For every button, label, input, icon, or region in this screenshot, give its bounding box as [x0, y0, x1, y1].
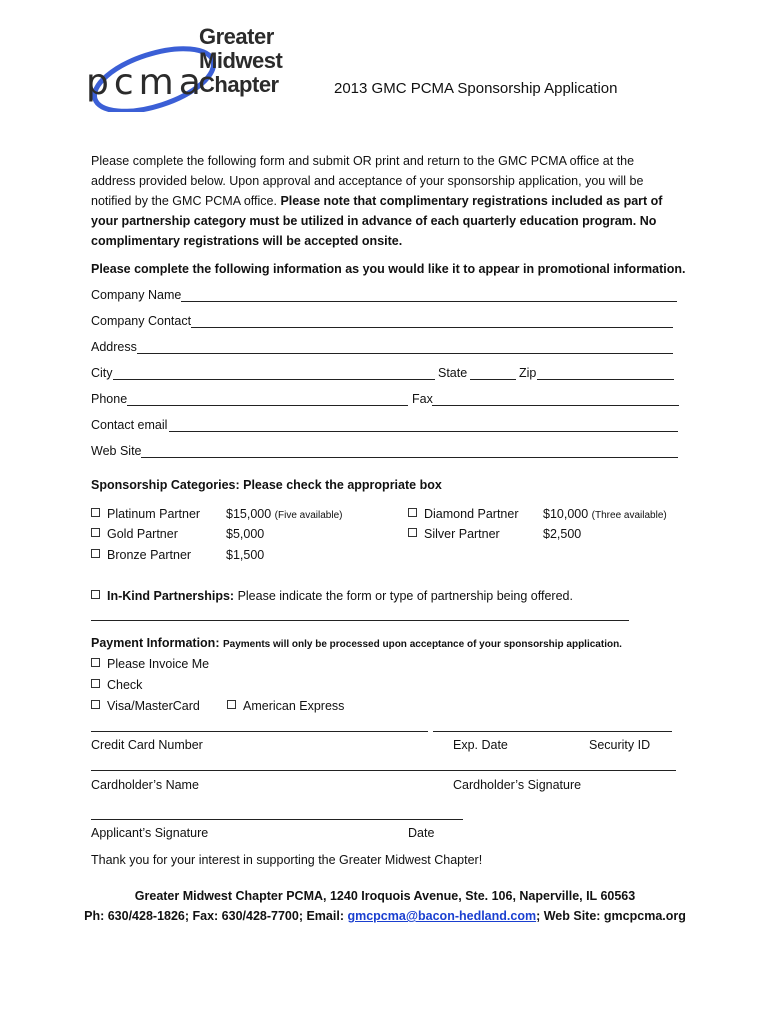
cardholder-signature-label: Cardholder’s Signature: [453, 778, 582, 792]
zip-field[interactable]: [537, 379, 674, 380]
logo-line1: Greater: [199, 24, 274, 49]
security-id-label: Security ID: [589, 738, 651, 752]
zip-label: Zip: [519, 366, 537, 380]
company-contact-label: Company Contact: [91, 314, 192, 328]
checkbox-icon[interactable]: [91, 658, 100, 667]
inkind-label: In-Kind Partnerships:: [107, 589, 235, 603]
silver-option[interactable]: [408, 527, 500, 541]
card-number-field[interactable]: [91, 731, 428, 732]
intro-bold: Please note that complimentary registrations included as part of your partnership category must be utilized in advance of each quarterly education program. No complimentary registrations will be accepted onsite.: [91, 194, 663, 248]
payment-label: Payment Information:: [91, 636, 220, 650]
intro-normal: Please complete the following form and submit OR print and return to the GMC PCMA office at the address provided below. Upon approval and acceptance of your sponsorship application, you will be notified by the GMC PCMA office.: [91, 154, 644, 208]
company-name-field[interactable]: [181, 301, 677, 302]
city-label: City: [91, 366, 113, 380]
date-label: Date: [408, 826, 435, 840]
footer-contact: [0, 909, 770, 923]
gold-price: $5,000: [226, 527, 265, 541]
visa-label: Visa/MasterCard: [107, 699, 200, 713]
page-title: 2013 GMC PCMA Sponsorship Application: [334, 80, 618, 97]
contact-email-field[interactable]: [169, 431, 678, 432]
diamond-price-value: $10,000: [543, 507, 589, 521]
contact-email-label: Contact email: [91, 418, 168, 432]
platinum-option[interactable]: [91, 507, 200, 521]
cardholder-name-label: Cardholder’s Name: [91, 778, 199, 792]
payment-heading: [91, 636, 622, 650]
checkbox-icon[interactable]: [91, 590, 100, 599]
platinum-price: [226, 507, 342, 521]
bronze-price: $1,500: [226, 548, 265, 562]
categories-heading: Sponsorship Categories: Please check the appropriate box: [91, 478, 442, 492]
cardholder-field[interactable]: [91, 770, 676, 771]
state-field[interactable]: [470, 379, 516, 380]
bronze-option[interactable]: [91, 548, 191, 562]
payment-note: Payments will only be processed upon acceptance of your sponsorship application.: [222, 639, 622, 650]
address-label: Address: [91, 340, 137, 354]
silver-label: Silver Partner: [424, 527, 500, 541]
city-field[interactable]: [113, 379, 435, 380]
amex-label: American Express: [243, 699, 345, 713]
amex-option[interactable]: [227, 699, 344, 713]
checkbox-icon[interactable]: [227, 700, 236, 709]
inkind-field[interactable]: [91, 620, 629, 621]
check-label: Check: [107, 678, 143, 692]
diamond-price: [543, 507, 667, 521]
checkbox-icon[interactable]: [91, 528, 100, 537]
applicant-signature-label: Applicant’s Signature: [91, 826, 209, 840]
inkind-option[interactable]: [91, 589, 573, 603]
invoice-option[interactable]: [91, 657, 209, 671]
platinum-price-value: $15,000: [226, 507, 272, 521]
visa-option[interactable]: [91, 699, 200, 713]
exp-date-label: Exp. Date: [453, 738, 508, 752]
gold-label: Gold Partner: [107, 527, 178, 541]
company-contact-field[interactable]: [191, 327, 673, 328]
platinum-note: (Five available): [274, 510, 343, 521]
logo-pcma: pcma: [86, 62, 206, 103]
applicant-signature-field[interactable]: [91, 819, 463, 820]
check-option[interactable]: [91, 678, 142, 692]
address-field[interactable]: [137, 353, 673, 354]
phone-field[interactable]: [127, 405, 408, 406]
checkbox-icon[interactable]: [91, 549, 100, 558]
checkbox-icon[interactable]: [408, 528, 417, 537]
logo: [86, 22, 286, 112]
logo-line3: Chapter: [199, 72, 279, 97]
checkbox-icon[interactable]: [91, 679, 100, 688]
intro-paragraph: [91, 151, 671, 251]
checkbox-icon[interactable]: [408, 508, 417, 517]
platinum-label: Platinum Partner: [107, 507, 201, 521]
diamond-note: (Three available): [591, 510, 667, 521]
fax-label: Fax: [412, 392, 433, 406]
footer-contact-prefix: Ph: 630/428-1826; Fax: 630/428-7700; Email:: [84, 909, 348, 923]
phone-label: Phone: [91, 392, 128, 406]
footer-contact-suffix: ; Web Site: gmcpcma.org: [536, 909, 686, 923]
email-link[interactable]: gmcpcma@bacon-hedland.com: [347, 909, 537, 923]
invoice-label: Please Invoice Me: [107, 657, 210, 671]
bronze-label: Bronze Partner: [107, 548, 192, 562]
gold-option[interactable]: [91, 527, 178, 541]
fax-field[interactable]: [432, 405, 679, 406]
exp-security-field[interactable]: [433, 731, 672, 732]
thanks-text: Thank you for your interest in supporting the Greater Midwest Chapter!: [91, 853, 483, 867]
checkbox-icon[interactable]: [91, 508, 100, 517]
promo-note: Please complete the following information as you would like it to appear in promotional information.: [91, 262, 686, 276]
footer-address: Greater Midwest Chapter PCMA, 1240 Iroquois Avenue, Ste. 106, Naperville, IL 60563: [134, 889, 636, 903]
logo-line2: Midwest: [199, 48, 283, 73]
state-label: State: [438, 366, 468, 380]
card-number-label: Credit Card Number: [91, 738, 203, 752]
company-name-label: Company Name: [91, 288, 182, 302]
diamond-label: Diamond Partner: [424, 507, 519, 521]
inkind-text: Please indicate the form or type of partnership being offered.: [234, 589, 573, 603]
diamond-option[interactable]: [408, 507, 519, 521]
silver-price: $2,500: [543, 527, 582, 541]
web-site-field[interactable]: [141, 457, 678, 458]
checkbox-icon[interactable]: [91, 700, 100, 709]
web-site-label: Web Site: [91, 444, 142, 458]
